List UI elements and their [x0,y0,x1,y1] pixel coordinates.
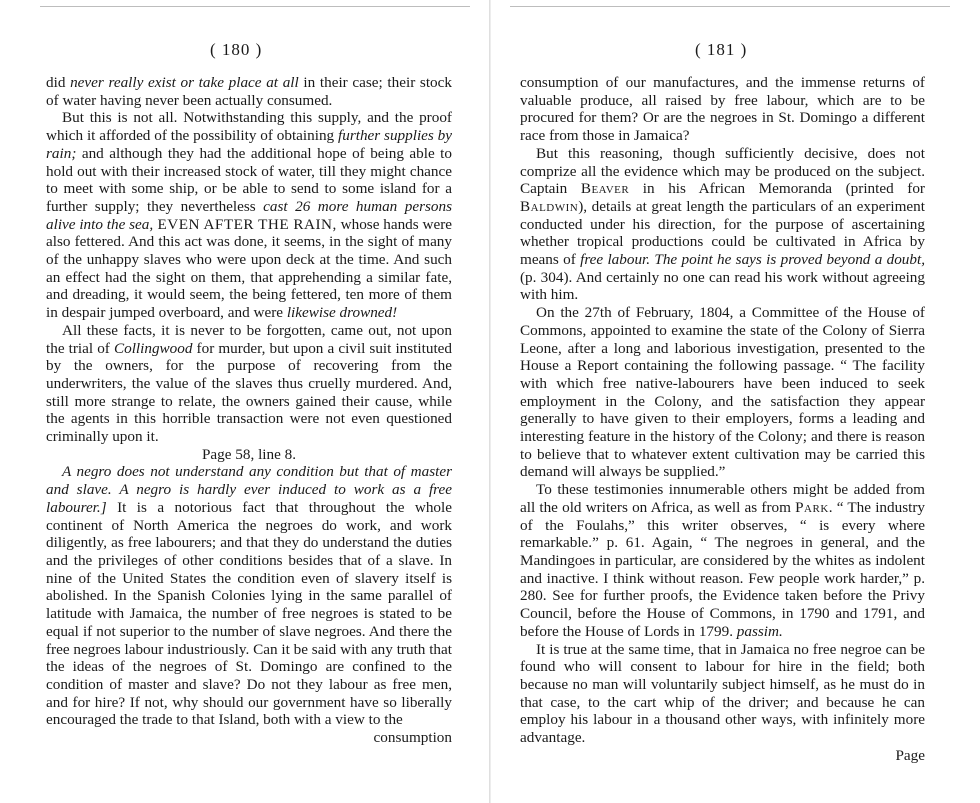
paragraph: consumption of our manufactures, and the immense returns of valuable produce, all raised by free labour, which are to be procured for them? Or are the negroes in St. Domingo a different race from those in Jamaica? [520,74,925,145]
top-edge-rule [40,6,470,7]
section-heading: Page 58, line 8. [201,445,297,463]
paragraph: A negro does not understand any condition but that of master and slave. A negro is hardly ever induced to work as a free labourer.] It is a notorious fact that throughout the whole continent of North America the negroes do work, and work diligently, as free labourers; and that they do understand the duties and the privileges of other conditions besides that of a slave. In nine of the United States the condition even of slavery itself is abolished. In the Spanish Colonies lying in the same parallel of latitude with Jamaica, the number of free negroes is stated to be equal if not superior to the number of slave negroes. And there the free negroes labour industriously. Can it be said with any truth that the ideas of the negroes of St. Domingo are confined to the condition of master and slave? Do not they labour as free men, and for hire? If not, why should our government have so liberally encouraged the trade to that Island, both with a view to the [46,463,452,729]
catchword: Page [895,746,925,764]
top-edge-rule [510,6,950,7]
paragraph: But this reasoning, though sufficiently decisive, does not comprize all the evidence which may be produced on the subject. Captain Beaver in his African Memoranda (printed for Baldwin), details at great length the particulars of an experiment conducted under his direction, for the purpose of ascertaining whether tropical productions could be cultivated in Africa by means of free labour. The point he says is proved beyond a doubt, (p. 304). And certainly no one can read his work without agreeing with him. [520,144,925,304]
right-page [490,0,980,803]
paragraph: On the 27th of February, 1804, a Committee of the House of Commons, appointed to examine the state of the Colony of Sierra Leone, after a long and laborious investigation, presented to the House a Report containing the following passage. “ The facility with which free native-labourers have been induced to seek employment in the Colony, and the satisfaction they appear generally to have given to their employers, forms a leading and interesting feature in the history of the Colony; and there is reason to believe that to whatever extent cultivation may be carried this demand will always be supplied.” [520,304,925,481]
body-text [520,74,925,764]
paragraph: It is true at the same time, that in Jamaica no free negroe can be found who will consent to labour for hire in the field; both because no man will voluntarily subject himself, as he must do in that case, to the cart whip of the driver; and because he can employ his labour in a thousand other ways, with infinitely more advantage. [520,640,925,747]
catchword: consumption [373,729,452,747]
page-number: ( 180 ) [210,40,263,59]
paragraph: did never really exist or take place at all in their case; their stock of water having never been actually consumed. [46,74,452,109]
paragraph: All these facts, it is never to be forgotten, came out, not upon the trial of Collingwood for murder, but upon a civil suit instituted by the owners, for the purpose of recovering from the underwriters, the value of the slaves thus cruelly murdered. And, still more strange to relate, the owners gained their cause, while the agents in this horrible transaction were not even questioned criminally upon it. [46,321,452,446]
page-number: ( 181 ) [695,40,748,59]
body-text [46,74,452,747]
paragraph: To these testimonies innumerable others might be added from all the old writers on Africa, as well as from Park. “ The industry of the Foulahs,” this writer observes, “ is every where remarkable.” p. 61. Again, “ The negroes in general, and the Mandingoes in particular, are considered by the whites as indolent and inactive. I think without reason. Few people work harder,” p. 280. See for further proofs, the Evidence taken before the Privy Council, before the House of Commons, in 1790 and 1791, and before the House of Lords in 1799. passim. [520,481,925,640]
paragraph: But this is not all. Notwithstanding this supply, and the proof which it afforded of the possibility of obtaining further supplies by rain; and although they had the additional hope of being able to hold out with their increased stock of water, till they might chance to meet with some ship, or be able to send to some island for a further supply; they nevertheless cast 26 more human persons alive into the sea, EVEN AFTER THE RAIN, whose hands were also fettered. And this act was done, it seems, in the sight of many of the unhappy slaves who were upon deck at the time. And such an effect had the sight on them, that apprehending a similar fate, and dreading, it would seem, the being fettered, ten more of them in despair jumped overboard, and were likewise drowned! [46,109,452,322]
